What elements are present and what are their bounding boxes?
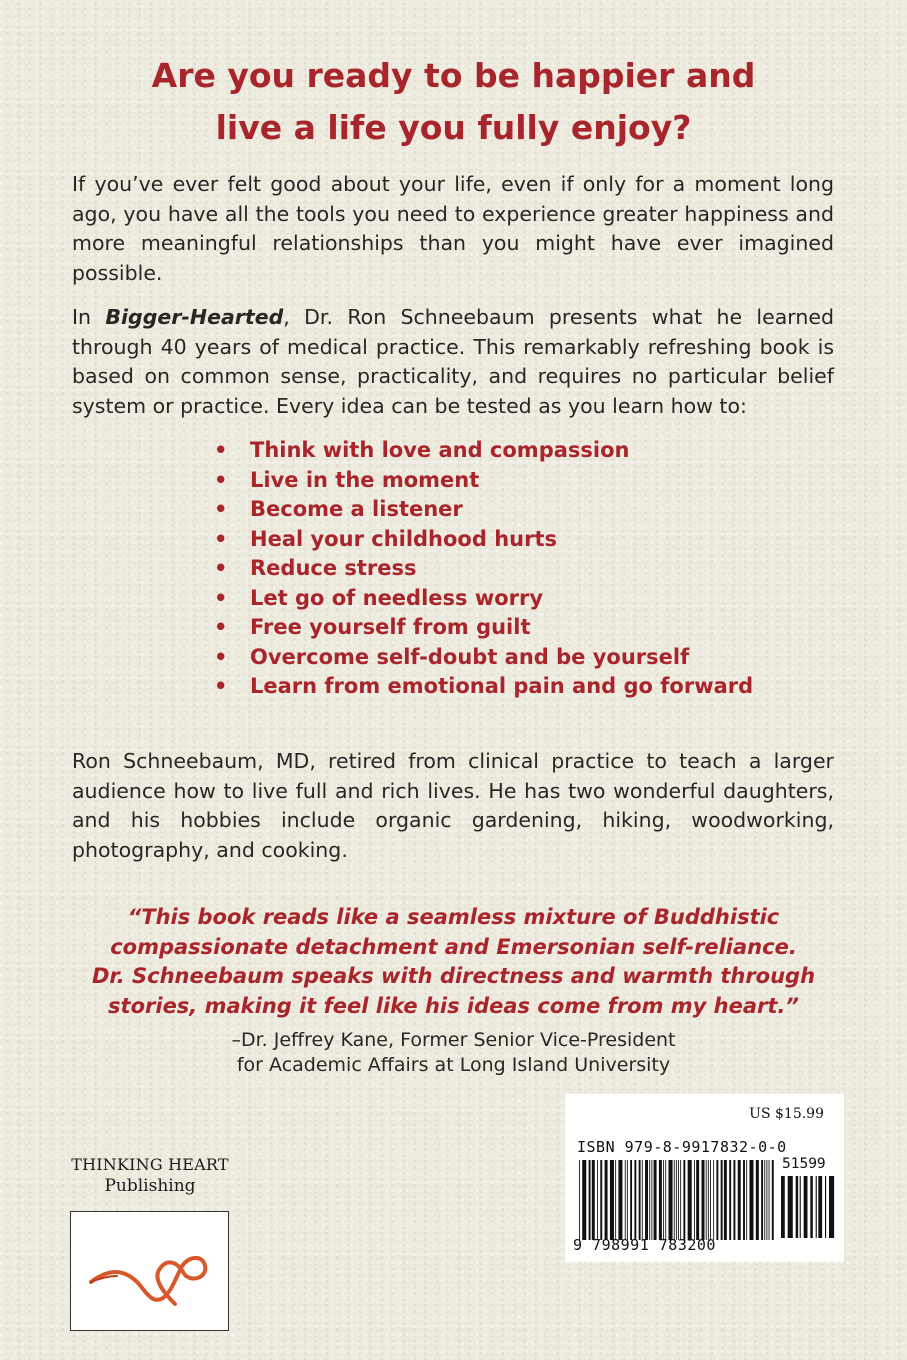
barcode-bar [668,1160,672,1240]
barcode-bar [649,1160,650,1240]
barcode-bar [592,1160,595,1240]
barcode-bar [676,1160,677,1240]
barcode-bar [829,1176,834,1238]
ean-barcode-icon [579,1160,775,1240]
barcode-bar [665,1160,666,1240]
bullet-icon: • [214,556,228,580]
barcode-bar [702,1160,705,1240]
barcode-bar [708,1160,709,1240]
barcode-bar [680,1160,681,1240]
intro-paragraph: If you’ve ever felt good about your life, even if only for a moment long ago, you have all the tools you need to experience greater happiness and more meaningful relationships than you might have ever imagined possible. [72,172,834,285]
barcode-bar [694,1160,695,1240]
publisher-name [70,1155,230,1197]
barcode-bar [810,1176,812,1238]
barcode-bar [615,1160,616,1240]
barcode-bar [618,1160,622,1240]
barcode-bar [764,1160,765,1240]
list-item: • Think with love and compassion [214,436,753,466]
barcode-bar [678,1160,679,1240]
ean-digits: 9 798991 783200 [573,1236,716,1254]
barcode-bar [696,1160,699,1240]
barcode-bar [683,1160,685,1240]
barcode-bar [796,1176,798,1238]
addon-digits: 51599 [782,1156,826,1172]
review-quote: “This book reads like a seamless mixture of Buddhistic compassionate detachment and Emersonian self-reliance. Dr. Schneebaum speaks with directness and warmth through stories, making it feel like his ideas come from my heart.” [91,905,816,1018]
isbn-text: ISBN 979-8-9917832-0-0 [577,1138,787,1156]
barcode-bar [818,1176,822,1238]
list-item: • Live in the moment [214,466,753,496]
bullet-icon: • [214,585,228,610]
barcode-bar [706,1160,707,1240]
publisher-title: THINKING HEART [71,1155,229,1174]
barcode-bar [724,1160,727,1240]
barcode-bar [816,1176,817,1238]
publisher-subtitle: Publishing [104,1176,196,1196]
barcode-bar [733,1160,735,1240]
barcode-bar [772,1160,774,1240]
bullet-icon: • [214,467,228,492]
barcode-bar [654,1160,657,1240]
barcode-bar [674,1160,675,1240]
author-bio: Ron Schneebaum, MD, retired from clinical practice to teach a larger audience how to live full and rich lives. He has two wonderful daughters, and his hobbies include organic gardening, hiking, woodworking, photography, and cooking. [72,749,834,862]
barcode-bar [688,1160,692,1240]
description-body: , Dr. Ron Schneebaum presents what he learned through 40 years of medical practice. This remarkably refreshing book is based on common sense, practicality, and requires no particular belief system or practice. Every idea can be tested as you learn how to: [72,305,834,418]
ribbon-heart-icon [71,1212,228,1330]
barcode-bar [781,1176,785,1238]
barcode-bar [721,1160,723,1240]
book-title: Bigger-Hearted [105,305,284,329]
barcode-bar [605,1160,608,1240]
bullet-icon: • [214,497,228,521]
list-item: • Learn from emotional pain and go forward [214,672,753,702]
barcode-bar [589,1160,591,1240]
barcode-bar [756,1160,759,1240]
headline-line-1: Are you ready to be happier and [151,56,756,95]
barcode-bar [625,1160,626,1240]
barcode-bar [579,1160,580,1240]
barcode-bar [630,1160,632,1240]
barcode-bar [651,1160,652,1240]
bullet-icon: • [214,674,228,698]
barcode-bar [710,1160,711,1240]
list-item: • Overcome self-doubt and be yourself [214,643,753,673]
bullet-icon: • [214,615,228,639]
barcode-bar [761,1160,763,1240]
barcode-bar [634,1160,636,1240]
barcode-bar [600,1160,602,1240]
description-prefix: In [72,305,92,329]
bullet-icon: • [214,644,228,669]
addon-barcode-icon [781,1176,837,1238]
barcode-bar [639,1160,641,1240]
headline [0,50,907,154]
bullet-icon: • [214,526,228,551]
barcode-bar [788,1176,793,1238]
barcode-bar [769,1160,770,1240]
barcode-bar [663,1160,664,1240]
barcode-bar [716,1160,718,1240]
headline-line-2: live a life you fully enjoy? [215,108,692,147]
bullet-icon: • [214,438,228,462]
barcode-panel [565,1094,844,1262]
price-label: US $15.99 [749,1106,824,1122]
barcode-bar [729,1160,731,1240]
barcode-bar [659,1160,662,1240]
barcode-bar [800,1176,801,1238]
barcode-bar [582,1160,586,1240]
list-item: • Become a listener [214,495,753,525]
barcode-bar [766,1160,767,1240]
list-item: • Let go of needless worry [214,584,753,614]
list-item: • Heal your childhood hurts [214,525,753,555]
list-item: • Reduce stress [214,554,753,584]
barcode-bar [597,1160,598,1240]
barcode-bar [749,1160,753,1240]
description-paragraph [72,303,834,421]
barcode-bar [825,1176,826,1238]
publisher-logo [70,1211,229,1331]
quote-attribution: –Dr. Jeffrey Kane, Former Senior Vice-President for Academic Affairs at Long Island University [231,1029,676,1076]
barcode-bar [738,1160,741,1240]
barcode-bar [743,1160,745,1240]
benefit-list [214,436,753,702]
barcode-bar [627,1160,628,1240]
barcode-bar [610,1160,614,1240]
barcode-bar [642,1160,643,1240]
barcode-bar [645,1160,648,1240]
barcode-bar [804,1176,808,1238]
barcode-bar [713,1160,714,1240]
list-item: • Free yourself from guilt [214,613,753,643]
barcode-bar [746,1160,747,1240]
